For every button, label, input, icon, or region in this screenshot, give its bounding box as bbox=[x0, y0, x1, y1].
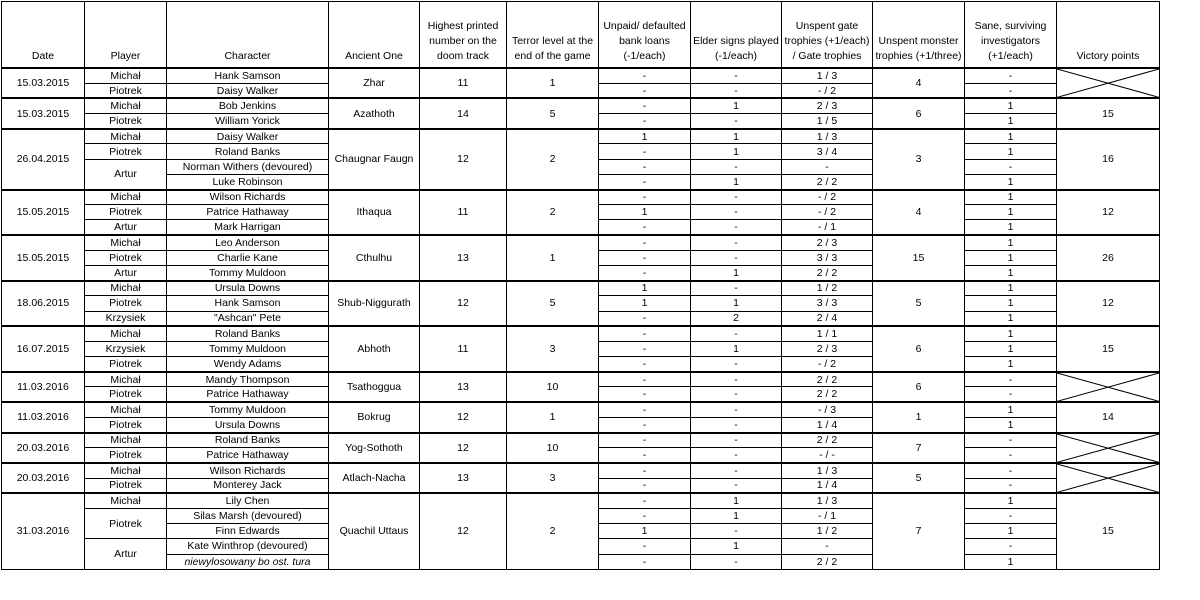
bank-loans-value: - bbox=[599, 265, 691, 280]
bank-loans-value: - bbox=[599, 144, 691, 159]
bank-loans-value: - bbox=[599, 174, 691, 189]
ancient-one: Atlach-Nacha bbox=[329, 463, 420, 493]
bank-loans-value: - bbox=[599, 159, 691, 174]
gate-trophies-value: 3 / 3 bbox=[782, 296, 873, 311]
player-name: Piotrek bbox=[85, 357, 167, 372]
sane-investigators-value: 1 bbox=[965, 281, 1057, 296]
header-bank-loans: Unpaid/ defaulted bank loans (-1/each) bbox=[599, 2, 691, 69]
table-row bbox=[2, 463, 1160, 478]
player-name: Piotrek bbox=[85, 478, 167, 493]
player-name: Piotrek bbox=[85, 508, 167, 538]
victory-points-crossed bbox=[1057, 68, 1160, 98]
elder-signs-value: - bbox=[691, 326, 782, 341]
table-row bbox=[2, 235, 1160, 250]
terror-level-value: 5 bbox=[507, 281, 599, 327]
gate-trophies-value: 2 / 2 bbox=[782, 433, 873, 448]
cross-out-mark bbox=[1057, 464, 1159, 492]
elder-signs-value: 1 bbox=[691, 174, 782, 189]
player-name: Michał bbox=[85, 281, 167, 296]
character-name: William Yorick bbox=[167, 114, 329, 129]
bank-loans-value: - bbox=[599, 235, 691, 250]
sane-investigators-value: 1 bbox=[965, 493, 1057, 508]
sane-investigators-value: 1 bbox=[965, 311, 1057, 326]
player-name: Krzysiek bbox=[85, 311, 167, 326]
sane-investigators-value: - bbox=[965, 463, 1057, 478]
ancient-one: Cthulhu bbox=[329, 235, 420, 281]
monster-trophies-value: 6 bbox=[873, 98, 965, 128]
doom-track-value: 11 bbox=[420, 68, 507, 98]
doom-track-value: 13 bbox=[420, 235, 507, 281]
gate-trophies-value: 2 / 2 bbox=[782, 554, 873, 569]
elder-signs-value: - bbox=[691, 83, 782, 98]
header-row bbox=[2, 2, 1160, 69]
sane-investigators-value: 1 bbox=[965, 220, 1057, 235]
table-body bbox=[2, 68, 1160, 569]
sane-investigators-value: 1 bbox=[965, 341, 1057, 356]
elder-signs-value: - bbox=[691, 68, 782, 83]
character-name: Daisy Walker bbox=[167, 83, 329, 98]
gate-trophies-value: 2 / 2 bbox=[782, 387, 873, 402]
doom-track-value: 11 bbox=[420, 326, 507, 372]
character-name: Patrice Hathaway bbox=[167, 205, 329, 220]
bank-loans-value: - bbox=[599, 448, 691, 463]
header-terror-level: Terror level at the end of the game bbox=[507, 2, 599, 69]
player-name: Piotrek bbox=[85, 205, 167, 220]
gate-trophies-value: - / 2 bbox=[782, 205, 873, 220]
monster-trophies-value: 4 bbox=[873, 68, 965, 98]
character-name: Finn Edwards bbox=[167, 524, 329, 539]
gate-trophies-value: 1 / 2 bbox=[782, 524, 873, 539]
sane-investigators-value: 1 bbox=[965, 190, 1057, 205]
victory-points-value: 12 bbox=[1057, 190, 1160, 236]
doom-track-value: 13 bbox=[420, 463, 507, 493]
character-name: Silas Marsh (devoured) bbox=[167, 508, 329, 523]
sane-investigators-value: - bbox=[965, 448, 1057, 463]
player-name: Artur bbox=[85, 220, 167, 235]
doom-track-value: 12 bbox=[420, 493, 507, 569]
sane-investigators-value: 1 bbox=[965, 417, 1057, 432]
bank-loans-value: - bbox=[599, 220, 691, 235]
sane-investigators-value: - bbox=[965, 478, 1057, 493]
monster-trophies-value: 15 bbox=[873, 235, 965, 281]
player-name: Piotrek bbox=[85, 144, 167, 159]
sane-investigators-value: 1 bbox=[965, 129, 1057, 144]
player-name: Michał bbox=[85, 129, 167, 144]
elder-signs-value: - bbox=[691, 448, 782, 463]
header-date: Date bbox=[2, 2, 85, 69]
sane-investigators-value: 1 bbox=[965, 144, 1057, 159]
sane-investigators-value: - bbox=[965, 83, 1057, 98]
sane-investigators-value: 1 bbox=[965, 357, 1057, 372]
player-name: Piotrek bbox=[85, 417, 167, 432]
player-name: Michał bbox=[85, 190, 167, 205]
gate-trophies-value: 3 / 4 bbox=[782, 144, 873, 159]
character-name: Ursula Downs bbox=[167, 417, 329, 432]
ancient-one: Shub-Niggurath bbox=[329, 281, 420, 327]
bank-loans-value: - bbox=[599, 372, 691, 387]
character-name: Monterey Jack bbox=[167, 478, 329, 493]
elder-signs-value: - bbox=[691, 387, 782, 402]
table-row bbox=[2, 326, 1160, 341]
header-victory-points: Victory points bbox=[1057, 2, 1160, 69]
gate-trophies-value: - / 2 bbox=[782, 83, 873, 98]
gate-trophies-value: 1 / 3 bbox=[782, 68, 873, 83]
character-name: Bob Jenkins bbox=[167, 98, 329, 113]
bank-loans-value: 1 bbox=[599, 205, 691, 220]
bank-loans-value: 1 bbox=[599, 129, 691, 144]
player-name: Michał bbox=[85, 98, 167, 113]
victory-points-crossed bbox=[1057, 433, 1160, 463]
game-date: 31.03.2016 bbox=[2, 493, 85, 569]
terror-level-value: 10 bbox=[507, 433, 599, 463]
character-name: Roland Banks bbox=[167, 433, 329, 448]
gate-trophies-value: - bbox=[782, 159, 873, 174]
gate-trophies-value: - / 1 bbox=[782, 508, 873, 523]
elder-signs-value: - bbox=[691, 205, 782, 220]
game-date: 16.07.2015 bbox=[2, 326, 85, 372]
header-elder-signs: Elder signs played (-1/each) bbox=[691, 2, 782, 69]
table-row bbox=[2, 281, 1160, 296]
player-name: Piotrek bbox=[85, 250, 167, 265]
elder-signs-value: 1 bbox=[691, 144, 782, 159]
elder-signs-value: 1 bbox=[691, 539, 782, 554]
sane-investigators-value: 1 bbox=[965, 174, 1057, 189]
character-name: Lily Chen bbox=[167, 493, 329, 508]
monster-trophies-value: 7 bbox=[873, 493, 965, 569]
sane-investigators-value: 1 bbox=[965, 296, 1057, 311]
bank-loans-value: 1 bbox=[599, 524, 691, 539]
game-log-table bbox=[1, 1, 1160, 570]
table-row bbox=[2, 129, 1160, 144]
player-name: Michał bbox=[85, 433, 167, 448]
victory-points-value: 15 bbox=[1057, 326, 1160, 372]
elder-signs-value: - bbox=[691, 417, 782, 432]
doom-track-value: 12 bbox=[420, 402, 507, 432]
sane-investigators-value: - bbox=[965, 539, 1057, 554]
sane-investigators-value: - bbox=[965, 159, 1057, 174]
gate-trophies-value: - / 3 bbox=[782, 402, 873, 417]
doom-track-value: 12 bbox=[420, 433, 507, 463]
character-name: Patrice Hathaway bbox=[167, 448, 329, 463]
character-name: Roland Banks bbox=[167, 326, 329, 341]
gate-trophies-value: - / 2 bbox=[782, 190, 873, 205]
gate-trophies-value: 1 / 1 bbox=[782, 326, 873, 341]
elder-signs-value: - bbox=[691, 235, 782, 250]
game-date: 15.03.2015 bbox=[2, 68, 85, 98]
player-name: Piotrek bbox=[85, 448, 167, 463]
bank-loans-value: - bbox=[599, 508, 691, 523]
elder-signs-value: - bbox=[691, 433, 782, 448]
sane-investigators-value: - bbox=[965, 68, 1057, 83]
player-name: Michał bbox=[85, 68, 167, 83]
elder-signs-value: 2 bbox=[691, 311, 782, 326]
table-row bbox=[2, 402, 1160, 417]
elder-signs-value: 1 bbox=[691, 341, 782, 356]
victory-points-crossed bbox=[1057, 372, 1160, 402]
elder-signs-value: - bbox=[691, 250, 782, 265]
elder-signs-value: 1 bbox=[691, 265, 782, 280]
player-name: Artur bbox=[85, 539, 167, 569]
player-name: Krzysiek bbox=[85, 341, 167, 356]
elder-signs-value: - bbox=[691, 159, 782, 174]
bank-loans-value: 1 bbox=[599, 296, 691, 311]
elder-signs-value: 1 bbox=[691, 296, 782, 311]
bank-loans-value: - bbox=[599, 311, 691, 326]
character-name: Tommy Muldoon bbox=[167, 341, 329, 356]
player-name: Michał bbox=[85, 402, 167, 417]
victory-points-value: 12 bbox=[1057, 281, 1160, 327]
character-name: "Ashcan" Pete bbox=[167, 311, 329, 326]
header-ancient-one: Ancient One bbox=[329, 2, 420, 69]
ancient-one: Azathoth bbox=[329, 98, 420, 128]
terror-level-value: 1 bbox=[507, 68, 599, 98]
character-name: Roland Banks bbox=[167, 144, 329, 159]
character-name: Charlie Kane bbox=[167, 250, 329, 265]
ancient-one: Chaugnar Faugn bbox=[329, 129, 420, 190]
monster-trophies-value: 5 bbox=[873, 463, 965, 493]
table-row bbox=[2, 68, 1160, 83]
terror-level-value: 3 bbox=[507, 326, 599, 372]
sane-investigators-value: 1 bbox=[965, 205, 1057, 220]
doom-track-value: 11 bbox=[420, 190, 507, 236]
ancient-one: Zhar bbox=[329, 68, 420, 98]
elder-signs-value: - bbox=[691, 554, 782, 569]
player-name: Artur bbox=[85, 159, 167, 189]
game-date: 20.03.2016 bbox=[2, 433, 85, 463]
gate-trophies-value: 2 / 2 bbox=[782, 265, 873, 280]
elder-signs-value: - bbox=[691, 402, 782, 417]
terror-level-value: 1 bbox=[507, 402, 599, 432]
ancient-one: Tsathoggua bbox=[329, 372, 420, 402]
victory-points-value: 16 bbox=[1057, 129, 1160, 190]
terror-level-value: 2 bbox=[507, 129, 599, 190]
elder-signs-value: - bbox=[691, 478, 782, 493]
sane-investigators-value: - bbox=[965, 433, 1057, 448]
gate-trophies-value: - bbox=[782, 539, 873, 554]
header-doom-track: Highest printed number on the doom track bbox=[420, 2, 507, 69]
gate-trophies-value: 2 / 3 bbox=[782, 341, 873, 356]
character-name: Wilson Richards bbox=[167, 463, 329, 478]
cross-out-mark bbox=[1057, 434, 1159, 462]
gate-trophies-value: 1 / 3 bbox=[782, 129, 873, 144]
elder-signs-value: - bbox=[691, 114, 782, 129]
bank-loans-value: - bbox=[599, 341, 691, 356]
character-name: Wendy Adams bbox=[167, 357, 329, 372]
player-name: Michał bbox=[85, 493, 167, 508]
character-name: Tommy Muldoon bbox=[167, 402, 329, 417]
ancient-one: Ithaqua bbox=[329, 190, 420, 236]
sane-investigators-value: 1 bbox=[965, 265, 1057, 280]
elder-signs-value: - bbox=[691, 357, 782, 372]
player-name: Artur bbox=[85, 265, 167, 280]
game-date: 15.05.2015 bbox=[2, 235, 85, 281]
bank-loans-value: - bbox=[599, 326, 691, 341]
character-name: Tommy Muldoon bbox=[167, 265, 329, 280]
gate-trophies-value: 1 / 3 bbox=[782, 493, 873, 508]
victory-points-value: 26 bbox=[1057, 235, 1160, 281]
bank-loans-value: - bbox=[599, 387, 691, 402]
sane-investigators-value: 1 bbox=[965, 235, 1057, 250]
game-date: 15.05.2015 bbox=[2, 190, 85, 236]
game-date: 26.04.2015 bbox=[2, 129, 85, 190]
terror-level-value: 3 bbox=[507, 463, 599, 493]
cross-out-mark bbox=[1057, 69, 1159, 97]
monster-trophies-value: 7 bbox=[873, 433, 965, 463]
bank-loans-value: - bbox=[599, 250, 691, 265]
monster-trophies-value: 3 bbox=[873, 129, 965, 190]
sane-investigators-value: 1 bbox=[965, 524, 1057, 539]
sane-investigators-value: 1 bbox=[965, 326, 1057, 341]
elder-signs-value: - bbox=[691, 524, 782, 539]
monster-trophies-value: 6 bbox=[873, 372, 965, 402]
gate-trophies-value: 2 / 3 bbox=[782, 235, 873, 250]
doom-track-value: 14 bbox=[420, 98, 507, 128]
player-name: Piotrek bbox=[85, 114, 167, 129]
ancient-one: Abhoth bbox=[329, 326, 420, 372]
sane-investigators-value: 1 bbox=[965, 250, 1057, 265]
bank-loans-value: - bbox=[599, 463, 691, 478]
character-name: Leo Anderson bbox=[167, 235, 329, 250]
game-date: 11.03.2016 bbox=[2, 372, 85, 402]
game-date: 18.06.2015 bbox=[2, 281, 85, 327]
sane-investigators-value: - bbox=[965, 372, 1057, 387]
terror-level-value: 1 bbox=[507, 235, 599, 281]
bank-loans-value: - bbox=[599, 68, 691, 83]
elder-signs-value: - bbox=[691, 372, 782, 387]
header-character: Character bbox=[167, 2, 329, 69]
character-name: Mark Harrigan bbox=[167, 220, 329, 235]
elder-signs-value: 1 bbox=[691, 98, 782, 113]
doom-track-value: 12 bbox=[420, 129, 507, 190]
player-name: Piotrek bbox=[85, 83, 167, 98]
sane-investigators-value: - bbox=[965, 508, 1057, 523]
game-date: 15.03.2015 bbox=[2, 98, 85, 128]
bank-loans-value: - bbox=[599, 402, 691, 417]
bank-loans-value: - bbox=[599, 554, 691, 569]
elder-signs-value: 1 bbox=[691, 493, 782, 508]
player-name: Michał bbox=[85, 372, 167, 387]
bank-loans-value: - bbox=[599, 493, 691, 508]
monster-trophies-value: 5 bbox=[873, 281, 965, 327]
character-name: Hank Samson bbox=[167, 296, 329, 311]
header-sane-investigators: Sane, surviving investigators (+1/each) bbox=[965, 2, 1057, 69]
monster-trophies-value: 1 bbox=[873, 402, 965, 432]
gate-trophies-value: 1 / 4 bbox=[782, 417, 873, 432]
bank-loans-value: - bbox=[599, 539, 691, 554]
ancient-one: Bokrug bbox=[329, 402, 420, 432]
bank-loans-value: - bbox=[599, 433, 691, 448]
gate-trophies-value: - / 2 bbox=[782, 357, 873, 372]
gate-trophies-value: 2 / 3 bbox=[782, 98, 873, 113]
gate-trophies-value: - / - bbox=[782, 448, 873, 463]
victory-points-value: 14 bbox=[1057, 402, 1160, 432]
victory-points-value: 15 bbox=[1057, 98, 1160, 128]
character-name: Daisy Walker bbox=[167, 129, 329, 144]
table-row bbox=[2, 433, 1160, 448]
character-name: Patrice Hathaway bbox=[167, 387, 329, 402]
gate-trophies-value: 3 / 3 bbox=[782, 250, 873, 265]
character-name: niewylosowany bo ost. tura bbox=[167, 554, 329, 569]
elder-signs-value: 1 bbox=[691, 508, 782, 523]
gate-trophies-value: 2 / 2 bbox=[782, 174, 873, 189]
elder-signs-value: - bbox=[691, 281, 782, 296]
sane-investigators-value: 1 bbox=[965, 554, 1057, 569]
bank-loans-value: - bbox=[599, 190, 691, 205]
gate-trophies-value: 2 / 4 bbox=[782, 311, 873, 326]
victory-points-value: 15 bbox=[1057, 493, 1160, 569]
character-name: Hank Samson bbox=[167, 68, 329, 83]
terror-level-value: 2 bbox=[507, 190, 599, 236]
player-name: Piotrek bbox=[85, 296, 167, 311]
terror-level-value: 2 bbox=[507, 493, 599, 569]
elder-signs-value: - bbox=[691, 220, 782, 235]
bank-loans-value: - bbox=[599, 114, 691, 129]
character-name: Norman Withers (devoured) bbox=[167, 159, 329, 174]
table-row bbox=[2, 190, 1160, 205]
sane-investigators-value: 1 bbox=[965, 402, 1057, 417]
player-name: Michał bbox=[85, 326, 167, 341]
gate-trophies-value: 1 / 2 bbox=[782, 281, 873, 296]
bank-loans-value: - bbox=[599, 83, 691, 98]
doom-track-value: 13 bbox=[420, 372, 507, 402]
header-player: Player bbox=[85, 2, 167, 69]
sane-investigators-value: 1 bbox=[965, 98, 1057, 113]
gate-trophies-value: - / 1 bbox=[782, 220, 873, 235]
ancient-one: Quachil Uttaus bbox=[329, 493, 420, 569]
character-name: Mandy Thompson bbox=[167, 372, 329, 387]
bank-loans-value: - bbox=[599, 478, 691, 493]
player-name: Michał bbox=[85, 463, 167, 478]
ancient-one: Yog-Sothoth bbox=[329, 433, 420, 463]
monster-trophies-value: 6 bbox=[873, 326, 965, 372]
bank-loans-value: - bbox=[599, 417, 691, 432]
player-name: Michał bbox=[85, 235, 167, 250]
bank-loans-value: - bbox=[599, 98, 691, 113]
elder-signs-value: - bbox=[691, 463, 782, 478]
character-name: Wilson Richards bbox=[167, 190, 329, 205]
sane-investigators-value: 1 bbox=[965, 114, 1057, 129]
doom-track-value: 12 bbox=[420, 281, 507, 327]
table-row bbox=[2, 98, 1160, 113]
character-name: Kate Winthrop (devoured) bbox=[167, 539, 329, 554]
terror-level-value: 10 bbox=[507, 372, 599, 402]
elder-signs-value: 1 bbox=[691, 129, 782, 144]
player-name: Piotrek bbox=[85, 387, 167, 402]
victory-points-crossed bbox=[1057, 463, 1160, 493]
header-monster-trophies: Unspent monster trophies (+1/three) bbox=[873, 2, 965, 69]
gate-trophies-value: 2 / 2 bbox=[782, 372, 873, 387]
table-row bbox=[2, 493, 1160, 508]
bank-loans-value: 1 bbox=[599, 281, 691, 296]
terror-level-value: 5 bbox=[507, 98, 599, 128]
table-row bbox=[2, 372, 1160, 387]
game-date: 11.03.2016 bbox=[2, 402, 85, 432]
header-gate-trophies: Unspent gate trophies (+1/each) / Gate trophies bbox=[782, 2, 873, 69]
cross-out-mark bbox=[1057, 373, 1159, 401]
gate-trophies-value: 1 / 5 bbox=[782, 114, 873, 129]
character-name: Ursula Downs bbox=[167, 281, 329, 296]
elder-signs-value: - bbox=[691, 190, 782, 205]
bank-loans-value: - bbox=[599, 357, 691, 372]
gate-trophies-value: 1 / 3 bbox=[782, 463, 873, 478]
sane-investigators-value: - bbox=[965, 387, 1057, 402]
character-name: Luke Robinson bbox=[167, 174, 329, 189]
game-date: 20.03.2016 bbox=[2, 463, 85, 493]
gate-trophies-value: 1 / 4 bbox=[782, 478, 873, 493]
monster-trophies-value: 4 bbox=[873, 190, 965, 236]
